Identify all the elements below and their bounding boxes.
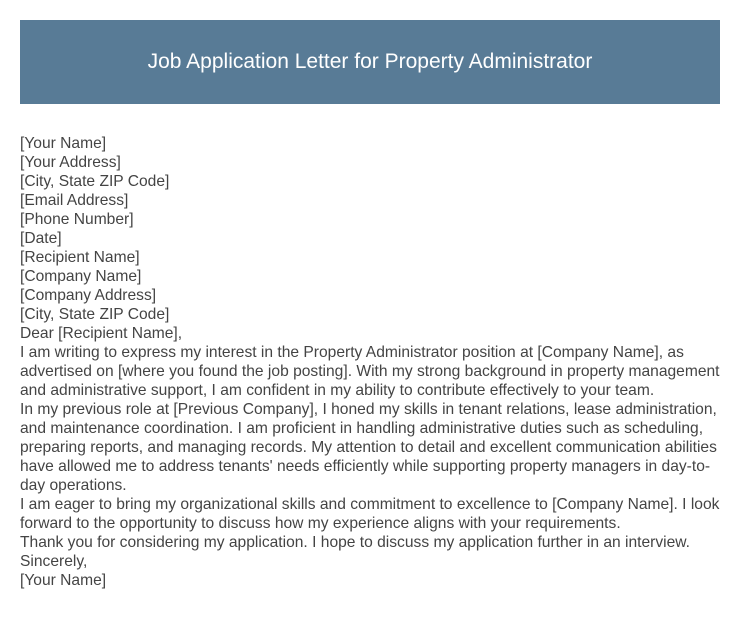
sender-name: [Your Name] (20, 135, 107, 152)
sender-address: [Your Address] (20, 154, 121, 171)
salutation: Dear [Recipient Name], (20, 325, 183, 342)
closing: Sincerely, (20, 553, 88, 570)
signature: [Your Name] (20, 572, 107, 589)
paragraph-thanks: Thank you for considering my application. I hope to discuss my application further in an interview. (20, 534, 691, 551)
page-title: Job Application Letter for Property Administrator (147, 50, 593, 73)
sender-city-state-zip: [City, State ZIP Code] (20, 173, 170, 190)
letter-date: [Date] (20, 230, 62, 247)
letter-body (20, 134, 720, 590)
sender-phone: [Phone Number] (20, 211, 134, 228)
recipient-company-address: [Company Address] (20, 287, 157, 304)
page-header (20, 20, 720, 104)
paragraph-experience: In my previous role at [Previous Company], I honed my skills in tenant relations, lease administration, and maintenance coordination. I am proficient in handling administrative duties such as scheduling, preparing reports, and managing records. My attention to detail and excellent communication abilities have allowed me to address tenants' needs efficiently while supporting property managers in day-to-day operations. (20, 401, 717, 494)
sender-email: [Email Address] (20, 192, 129, 209)
recipient-company: [Company Name] (20, 268, 142, 285)
paragraph-interest: I am eager to bring my organizational skills and commitment to excellence to [Company Name]. I look forward to the opportunity to discuss how my experience aligns with your requirements. (20, 496, 720, 532)
paragraph-intro: I am writing to express my interest in the Property Administrator position at [Company Name], as advertised on [where you found the job posting]. With my strong background in property management and administrative support, I am confident in my ability to contribute effectively to your team. (20, 344, 720, 399)
recipient-city-state-zip: [City, State ZIP Code] (20, 306, 170, 323)
recipient-name: [Recipient Name] (20, 249, 140, 266)
